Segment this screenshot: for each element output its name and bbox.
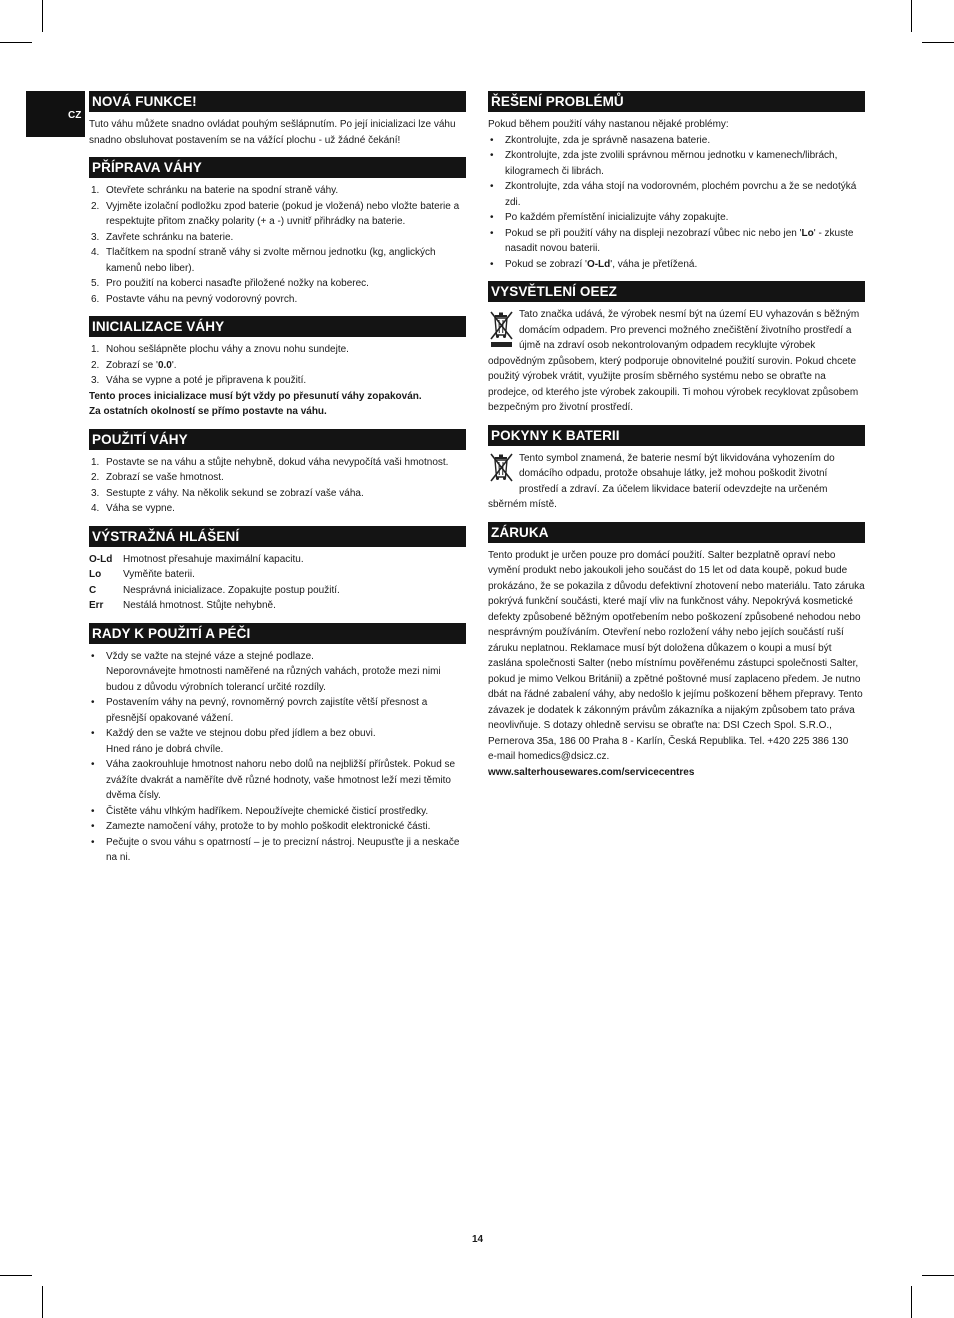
list-item: 1. Postavte se na váhu a stůjte nehybně, dokud váha nevypočítá vaši hmotnost.	[91, 456, 449, 468]
crop-mark	[42, 1286, 43, 1318]
list-item: 4. Tlačítkem na spodní straně váhy si zvolte měrnou jednotku (kg, anglických kamenů nebo liber).	[91, 247, 436, 274]
message-row: O-Ld Hmotnost přesahuje maximální kapacitu.	[89, 553, 304, 565]
section-nova-funkce	[89, 91, 466, 148]
page-number: 14	[472, 1234, 484, 1245]
paragraph: Pokud během použití váhy nastanou nějaké problémy:	[488, 119, 729, 130]
section-title: VYSVĚTLENÍ OEEZ	[488, 281, 865, 302]
section-title: RADY K POUŽITÍ A PÉČI	[89, 623, 466, 644]
list-item: • Pokud se zobrazí 'O-Ld', váha je přetížená.	[490, 258, 698, 270]
crossed-bin-icon	[488, 453, 515, 483]
section-baterie	[488, 425, 865, 513]
service-url[interactable]: www.salterhousewares.com/servicecentres	[488, 766, 695, 778]
list-item: 5. Pro použití na koberci nasaďte přiložené nožky na koberec.	[91, 278, 369, 289]
list-item: • Váha zaokrouhluje hmotnost nahoru nebo dolů na nejbližší přírůstek. Pokud se zvážíte dvakrát a naměříte dvě různé hodnoty, vaše hmotnost leží mezi těmito dvěma čísly.	[91, 759, 456, 801]
bold-note: Tento proces inicializace musí být vždy po přesunutí váhy zopakován.	[89, 390, 422, 402]
section-title: NOVÁ FUNKCE!	[89, 91, 466, 112]
section-oeez	[488, 281, 865, 416]
section-title: POKYNY K BATERII	[488, 425, 865, 446]
list-item: • Zkontrolujte, zda jste zvolili správnou měrnou jednotku v kamenech/librách, kilogramech či librách.	[490, 150, 838, 177]
message-row: Err Nestálá hmotnost. Stůjte nehybně.	[89, 600, 276, 611]
section-title: ŘEŠENÍ PROBLÉMŮ	[488, 91, 865, 112]
left-column	[89, 91, 466, 875]
crop-mark	[0, 1275, 32, 1276]
section-hlaseni	[89, 526, 466, 614]
section-title: POUŽITÍ VÁHY	[89, 429, 466, 450]
list-item: • Zkontrolujte, zda je správně nasazena baterie.	[490, 134, 711, 146]
list-item: 6. Postavte váhu na pevný vodorovný povrch.	[91, 293, 298, 305]
crop-mark	[911, 0, 912, 32]
section-reseni	[488, 91, 865, 272]
list-item: 2. Zobrazí se '0.0'.	[91, 359, 177, 371]
email-text: e-mail homedics@dsicz.cz.	[488, 751, 610, 762]
paragraph: Tato značka udává, že výrobek nesmí být na území EU vyhazován s běžným domácím odpadem. Pro prevenci možného znečištění životního prostředí a újmě na zdraví osob nekontrolovaným odpadem recyklujte výrobek odpovědným způsobem, který podporuje obnovitelné použití surovin. Pokud chcete použitý výrobek vrátit, využijte prosím sběrného systému nebo se obraťte na prodejce, od kterého jste výrobek zakoupili. Ti mohou výrobek recyklovat způsobem bezpečným pro životní prostředí.	[488, 309, 860, 413]
list-item: • Zamezte namočení váhy, protože to by mohlo poškodit elektronické části.	[91, 821, 431, 832]
message-row: Lo Vyměňte baterii.	[89, 569, 195, 580]
list-item: 1. Nohou sešlápněte plochu váhy a znovu nohu sundejte.	[91, 344, 349, 355]
list-item: • Čistěte váhu vlhkým hadříkem. Nepoužívejte chemické čisticí prostředky.	[91, 805, 429, 817]
section-priprava	[89, 157, 466, 307]
list-item: • Vždy se važte na stejné váze a stejné podlaze. Neporovnávejte hmotnosti naměřené na různých vahách, protože mezi nimi budou z důvodu výrobních tolerancí určité rozdíly.	[91, 650, 441, 693]
list-item: • Postavením váhy na pevný, rovnoměrný povrch zajistíte větší přesnost a přesnější opakované vážení.	[91, 697, 428, 724]
crop-mark	[922, 1275, 954, 1276]
list-item: • Po každém přemístění inicializujte váhy zopakujte.	[490, 212, 729, 223]
paragraph: Tento symbol znamená, že baterie nesmí být likvidována vyhozením do domácího odpadu, protože obsahuje látky, jež mohou poškodit životní prostředí a zdraví. Za účelem likvidace baterií odevzdejte na určeném sběrném místě.	[488, 452, 835, 510]
list-item: 3. Zavřete schránku na baterie.	[91, 231, 234, 243]
section-rady	[89, 623, 466, 866]
section-title: ZÁRUKA	[488, 522, 865, 543]
section-title: VÝSTRAŽNÁ HLÁŠENÍ	[89, 526, 466, 547]
bold-note: Za ostatních okolností se přímo postavte na váhu.	[89, 406, 327, 417]
right-column	[488, 91, 865, 789]
crop-mark	[0, 42, 32, 43]
section-zaruka	[488, 522, 865, 781]
list-item: 1. Otevřete schránku na baterie na spodní straně váhy.	[91, 185, 339, 196]
crop-mark	[911, 1286, 912, 1318]
section-title: PŘÍPRAVA VÁHY	[89, 157, 466, 178]
list-item: 3. Váha se vypne a poté je připravena k použití.	[91, 375, 307, 386]
section-inicializace	[89, 316, 466, 420]
list-item: • Pokud se při použití váhy na displeji nezobrazí vůbec nic nebo jen 'Lo' - zkuste nasadit novou baterii.	[490, 227, 854, 254]
crossed-bin-icon	[488, 309, 515, 349]
section-pouziti	[89, 429, 466, 517]
list-item: • Každý den se važte ve stejnou dobu před jídlem a bez obuvi. Hned ráno je dobrá chvíle.	[91, 728, 376, 755]
paragraph: Tuto váhu můžete snadno ovládat pouhým sešlápnutím. Po její inicializaci lze váhu snadno obsluhovat postavením se na vážící plochu - už žádné čekání!	[89, 119, 456, 146]
crop-mark	[42, 0, 43, 32]
list-item: 2. Vyjměte izolační podložku zpod baterie (pokud je vložená) nebo vložte baterie a respektujte přitom značky polarity (+ a -) uvnitř přihrádky na baterie.	[91, 200, 460, 227]
list-item: 4. Váha se vypne.	[91, 503, 175, 514]
paragraph: Tento produkt je určen pouze pro domácí použití. Salter bezplatně opraví nebo vymění produkt nebo jakoukoli jeho součást do 15 let od data koupě, pokud bude prokázáno, že se pokazila z důvodu defektivní zhotovení nebo materiálu. Tato záruka pokrývá funkční součásti, které mají vliv na funkčnost váhy. Nepokrývá kosmetické defekty způsobené běžným opotřebením nebo poškození způsobené nehodou nebo nesprávným používáním. Otevření nebo rozložení váhy nebo jejích součástí ruší záruku neplatnou. Reklamace musí být doložena důkazem o koupi a musí být zaslána společnosti Salter (nebo místnímu pověřenému zástupci společnosti Salter, pokud je mimo Velkou Británii) a zpětné poštovné musí zaplaceno předem. Je nutno dbát na řádné zabalení váhy, aby nedošlo k jejímu poškození během přepravy. Tento závazek je dodatek k zákonným právům zákazníka a nijakým způsobem tato práva neovlivňuje. S dotazy ohledně servisu se obraťte na: DSI Czech Spol. S.R.O., Pernerova 35a, 186 00 Praha 8 - Karlín, Česká Republika. Tel. +420 225 386 130	[488, 549, 865, 747]
list-item: • Pečujte o svou váhu s opatrností – je to precizní nástroj. Neupusťte ji a neskače na ni.	[91, 836, 460, 863]
message-row: C Nesprávná inicializace. Zopakujte postup použití.	[89, 584, 340, 596]
list-item: 2. Zobrazí se vaše hmotnost.	[91, 472, 224, 483]
list-item: • Zkontrolujte, zda váha stojí na vodorovném, plochém povrchu a že se nedotýká zdi.	[490, 181, 857, 208]
section-title: INICIALIZACE VÁHY	[89, 316, 466, 337]
crop-mark	[922, 42, 954, 43]
list-item: 3. Sestupte z váhy. Na několik sekund se zobrazí vaše váha.	[91, 487, 364, 499]
language-tab: CZ	[26, 91, 85, 137]
